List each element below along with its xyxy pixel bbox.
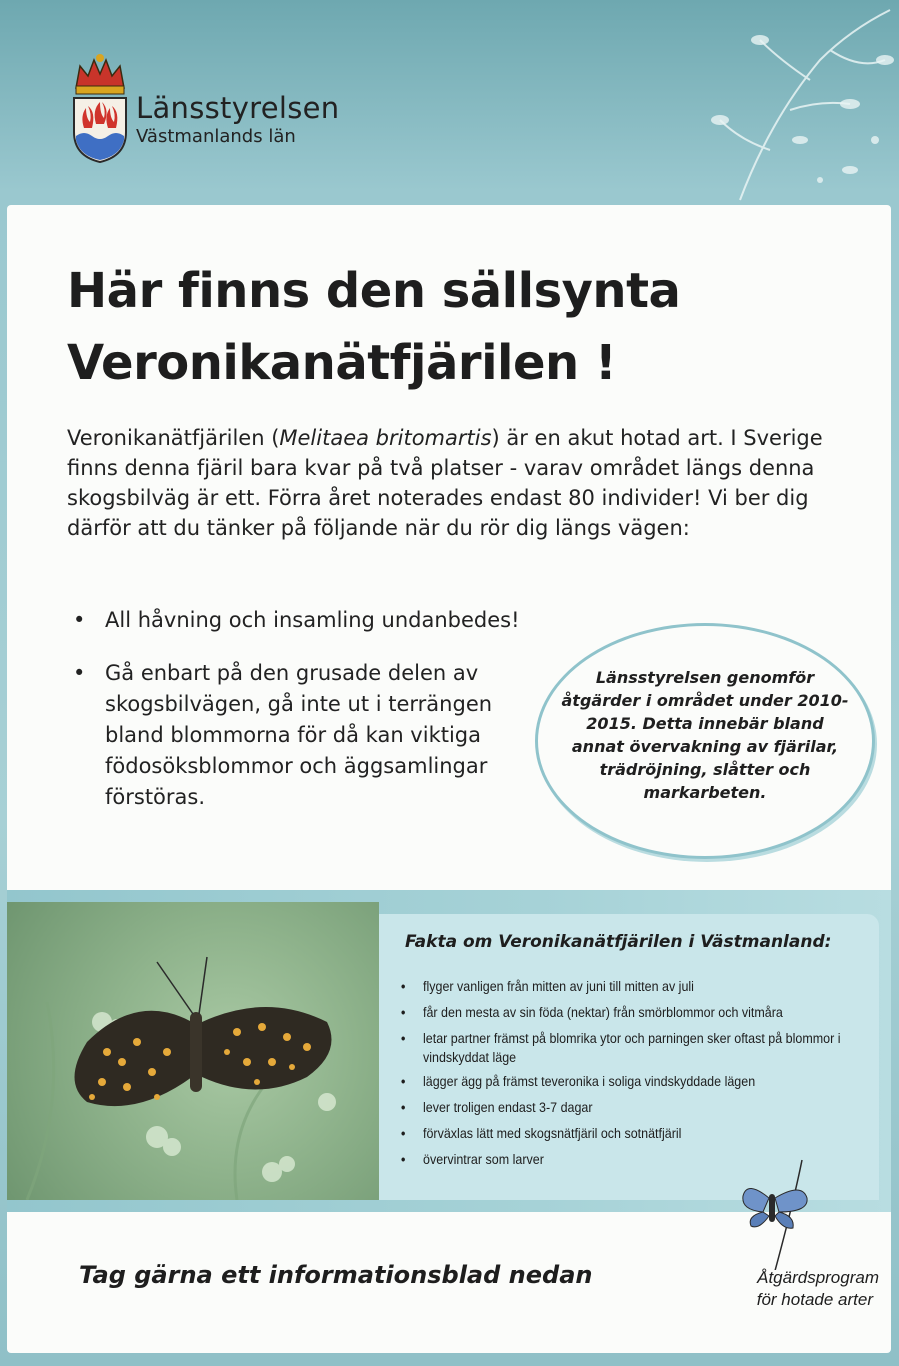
fact-text: letar partner främst på blomrika ytor och parningen sker oftast på blommor i vindskyddat läge bbox=[423, 1031, 841, 1066]
bullet-symbol: • bbox=[401, 979, 406, 995]
program-subtitle: för hotade arter bbox=[756, 1290, 873, 1309]
facts-title: Fakta om Veronikanätfjärilen i Västmanland: bbox=[405, 932, 832, 952]
bullet-symbol: • bbox=[401, 1126, 406, 1142]
guidance-text: All håvning och insamling undanbedes! bbox=[105, 608, 520, 632]
intro-paragraph bbox=[67, 423, 837, 543]
guidance-text: Gå enbart på den grusade delen av skogsbilvägen, gå inte ut i terrängen bland blommorna för då kan viktiga födosöksblommor och äggsamlingar förstöras. bbox=[105, 661, 493, 809]
fact-text: får den mesta av sin föda (nektar) från smörblommor och vitmåra bbox=[423, 1005, 783, 1021]
sign-header bbox=[0, 0, 899, 205]
brand-name: Länsstyrelsen bbox=[136, 91, 340, 125]
content-panel bbox=[7, 205, 891, 1353]
fact-item bbox=[401, 978, 871, 997]
butterfly-photo bbox=[7, 902, 379, 1200]
coat-of-arms-icon bbox=[70, 52, 130, 164]
fact-item bbox=[401, 1030, 871, 1067]
fact-text: förväxlas lätt med skogsnätfjäril och sotnätfjäril bbox=[423, 1126, 682, 1142]
bullet-symbol: • bbox=[401, 1074, 406, 1090]
fact-text: lägger ägg på främst teveronika i soliga vindskyddade lägen bbox=[423, 1074, 756, 1090]
brand bbox=[136, 92, 339, 148]
bullet-symbol: • bbox=[73, 661, 86, 685]
guidance-list bbox=[67, 605, 537, 835]
bullet-symbol: • bbox=[401, 1005, 406, 1021]
plant-sprig-icon bbox=[700, 0, 899, 205]
blue-butterfly-icon bbox=[707, 1150, 887, 1270]
fact-item bbox=[401, 1004, 871, 1023]
latin-name: Melitaea britomartis bbox=[279, 426, 492, 450]
fact-item bbox=[401, 1099, 871, 1118]
fact-text: övervintrar som larver bbox=[423, 1152, 544, 1168]
guidance-item bbox=[67, 605, 537, 636]
intro-text-end: ) är en akut hotad art. I Sverige finns denna fjäril bara kvar på två platser - varav området längs denna skogsbilväg är ett. Förra året noterades endast 80 individer! Vi ber dig därför att du tänker på följande när du rör dig längs vägen: bbox=[67, 426, 823, 540]
fact-item bbox=[401, 1073, 871, 1092]
bullet-symbol: • bbox=[401, 1031, 406, 1047]
oval-text: Länsstyrelsen genomför åtgärder i området under 2010-2015. Detta innebär bland annat övervakning av fjärilar, trädröjning, slåtter och markarbeten. bbox=[561, 668, 849, 802]
program-title: Åtgärdsprogram bbox=[757, 1268, 879, 1287]
brand-subtitle: Västmanlands län bbox=[136, 126, 296, 147]
headline bbox=[67, 255, 847, 399]
facts-list bbox=[401, 978, 871, 1177]
butterfly-icon bbox=[7, 902, 379, 1200]
headline-line-2: Veronikanätfjärilen ! bbox=[67, 335, 617, 391]
footer-text: Tag gärna ett informationsblad nedan bbox=[79, 1261, 593, 1289]
headline-line-1: Här finns den sällsynta bbox=[67, 263, 681, 319]
fact-text: lever troligen endast 3-7 dagar bbox=[423, 1100, 593, 1116]
guidance-item bbox=[67, 658, 537, 813]
bullet-symbol: • bbox=[401, 1100, 406, 1116]
fact-text: flyger vanligen från mitten av juni till mitten av juli bbox=[423, 979, 694, 995]
bullet-symbol: • bbox=[401, 1152, 406, 1168]
program-logo bbox=[707, 1150, 887, 1350]
info-oval bbox=[535, 623, 875, 859]
fact-item bbox=[401, 1125, 871, 1144]
bullet-symbol: • bbox=[73, 608, 86, 632]
intro-text-start: Veronikanätfjärilen ( bbox=[67, 426, 280, 450]
